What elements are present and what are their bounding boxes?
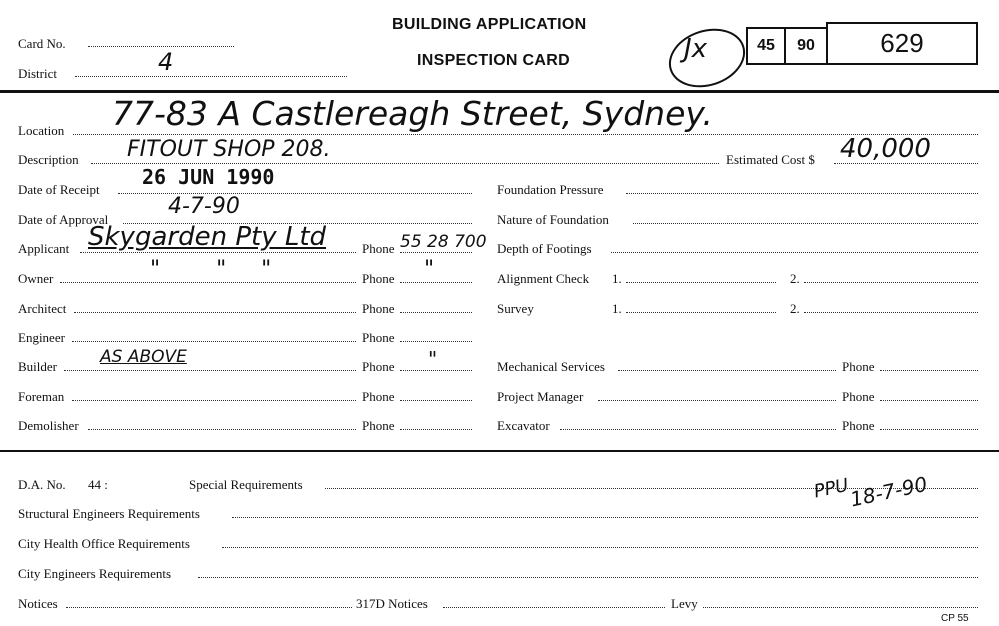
- foreman-phone-field[interactable]: [400, 400, 472, 401]
- owner-phone-value: ": [424, 257, 435, 282]
- excavator-label: Excavator: [497, 418, 550, 433]
- location-label: Location: [18, 123, 65, 138]
- special-requirements-label: Special Requirements: [189, 477, 303, 492]
- engineer-phone-field[interactable]: [400, 341, 472, 342]
- survey-label: Survey: [497, 301, 534, 316]
- demolisher-phone-label: Phone: [362, 418, 395, 433]
- survey-field-1[interactable]: [626, 312, 776, 313]
- mechanical-phone-label: Phone: [842, 359, 875, 374]
- alignment-num-1: 1.: [612, 271, 622, 286]
- project-manager-phone-label: Phone: [842, 389, 875, 404]
- notices-317d-label: 317D Notices: [356, 596, 428, 611]
- initials-signature: Jx: [684, 34, 708, 64]
- demolisher-phone-field[interactable]: [400, 429, 472, 430]
- city-health-label: City Health Office Requirements: [18, 536, 190, 551]
- section-divider: [0, 450, 999, 452]
- depth-footings-field[interactable]: [611, 252, 978, 253]
- ppu-annotation: PPU: [812, 474, 851, 503]
- architect-label: Architect: [18, 301, 67, 316]
- alignment-num-2: 2.: [790, 271, 800, 286]
- structural-engineers-label: Structural Engineers Requirements: [18, 506, 200, 521]
- approval-value: 4-7-90: [168, 194, 240, 219]
- notices-field[interactable]: [66, 607, 352, 608]
- excavator-field[interactable]: [560, 429, 836, 430]
- district-field[interactable]: [75, 76, 347, 77]
- description-value: FITOUT SHOP 208.: [127, 137, 331, 162]
- receipt-label: Date of Receipt: [18, 182, 100, 197]
- district-label: District: [18, 66, 57, 81]
- applicant-phone-label: Phone: [362, 241, 395, 256]
- depth-footings-label: Depth of Footings: [497, 241, 592, 256]
- mechanical-phone-field[interactable]: [880, 370, 978, 371]
- foreman-field[interactable]: [72, 400, 356, 401]
- project-manager-label: Project Manager: [497, 389, 584, 404]
- builder-field[interactable]: [64, 370, 356, 371]
- engineer-field[interactable]: [72, 341, 356, 342]
- description-label: Description: [18, 152, 79, 167]
- reference-box-1: 45: [746, 27, 786, 65]
- excavator-phone-field[interactable]: [880, 429, 978, 430]
- estimated-cost-value: 40,000: [840, 134, 931, 164]
- builder-phone-value: ": [428, 347, 438, 371]
- card-no-field[interactable]: [88, 46, 234, 47]
- description-field[interactable]: [91, 163, 719, 164]
- form-code: CP 55: [941, 613, 969, 624]
- receipt-date-stamp: 26 JUN 1990: [142, 165, 275, 189]
- alignment-check-label: Alignment Check: [497, 271, 590, 286]
- alignment-field-1[interactable]: [626, 282, 776, 283]
- mechanical-field[interactable]: [618, 370, 836, 371]
- architect-phone-label: Phone: [362, 301, 395, 316]
- project-manager-phone-field[interactable]: [880, 400, 978, 401]
- foreman-label: Foreman: [18, 389, 65, 404]
- builder-phone-label: Phone: [362, 359, 395, 374]
- applicant-label: Applicant: [18, 241, 70, 256]
- architect-phone-field[interactable]: [400, 312, 472, 313]
- excavator-phone-label: Phone: [842, 418, 875, 433]
- nature-foundation-label: Nature of Foundation: [497, 212, 609, 227]
- demolisher-label: Demolisher: [18, 418, 79, 433]
- applicant-field[interactable]: [80, 252, 356, 253]
- survey-field-2[interactable]: [804, 312, 978, 313]
- applicant-phone-field[interactable]: [400, 252, 472, 253]
- foundation-pressure-label: Foundation Pressure: [497, 182, 604, 197]
- reference-box-3: 629: [826, 22, 978, 65]
- da-no-value: 44 :: [88, 477, 108, 492]
- demolisher-field[interactable]: [88, 429, 356, 430]
- structural-engineers-field[interactable]: [232, 517, 978, 518]
- levy-label: Levy: [671, 596, 698, 611]
- architect-field[interactable]: [74, 312, 356, 313]
- applicant-value: Skygarden Pty Ltd: [88, 222, 327, 252]
- location-value: 77-83 A Castlereagh Street, Sydney.: [112, 94, 713, 133]
- district-value: 4: [158, 48, 174, 76]
- alignment-field-2[interactable]: [804, 282, 978, 283]
- builder-label: Builder: [18, 359, 57, 374]
- notices-label: Notices: [18, 596, 58, 611]
- form-title-line2: INSPECTION CARD: [417, 52, 570, 69]
- owner-phone-label: Phone: [362, 271, 395, 286]
- project-manager-field[interactable]: [598, 400, 836, 401]
- engineer-label: Engineer: [18, 330, 65, 345]
- engineer-phone-label: Phone: [362, 330, 395, 345]
- city-engineers-field[interactable]: [198, 577, 978, 578]
- foundation-pressure-field[interactable]: [626, 193, 978, 194]
- card-no-label: Card No.: [18, 36, 66, 51]
- approval-label: Date of Approval: [18, 212, 109, 227]
- mechanical-label: Mechanical Services: [497, 359, 605, 374]
- survey-num-1: 1.: [612, 301, 622, 316]
- levy-field[interactable]: [703, 607, 978, 608]
- foreman-phone-label: Phone: [362, 389, 395, 404]
- da-no-label: D.A. No.: [18, 477, 66, 492]
- header-divider: [0, 90, 999, 93]
- builder-value: AS ABOVE: [100, 347, 187, 367]
- nature-foundation-field[interactable]: [633, 223, 978, 224]
- owner-value: " " ": [150, 257, 272, 282]
- notices-317d-field[interactable]: [443, 607, 665, 608]
- city-health-field[interactable]: [222, 547, 978, 548]
- owner-phone-field[interactable]: [400, 282, 472, 283]
- city-engineers-label: City Engineers Requirements: [18, 566, 172, 581]
- owner-label: Owner: [18, 271, 54, 286]
- survey-num-2: 2.: [790, 301, 800, 316]
- form-title-line1: BUILDING APPLICATION: [392, 16, 587, 33]
- reference-box-2: 90: [784, 27, 828, 65]
- estimated-cost-label: Estimated Cost $: [726, 152, 815, 167]
- owner-field[interactable]: [60, 282, 356, 283]
- applicant-phone-value: 55 28 700: [400, 232, 487, 252]
- annotation-date: 18-7-90: [848, 471, 930, 512]
